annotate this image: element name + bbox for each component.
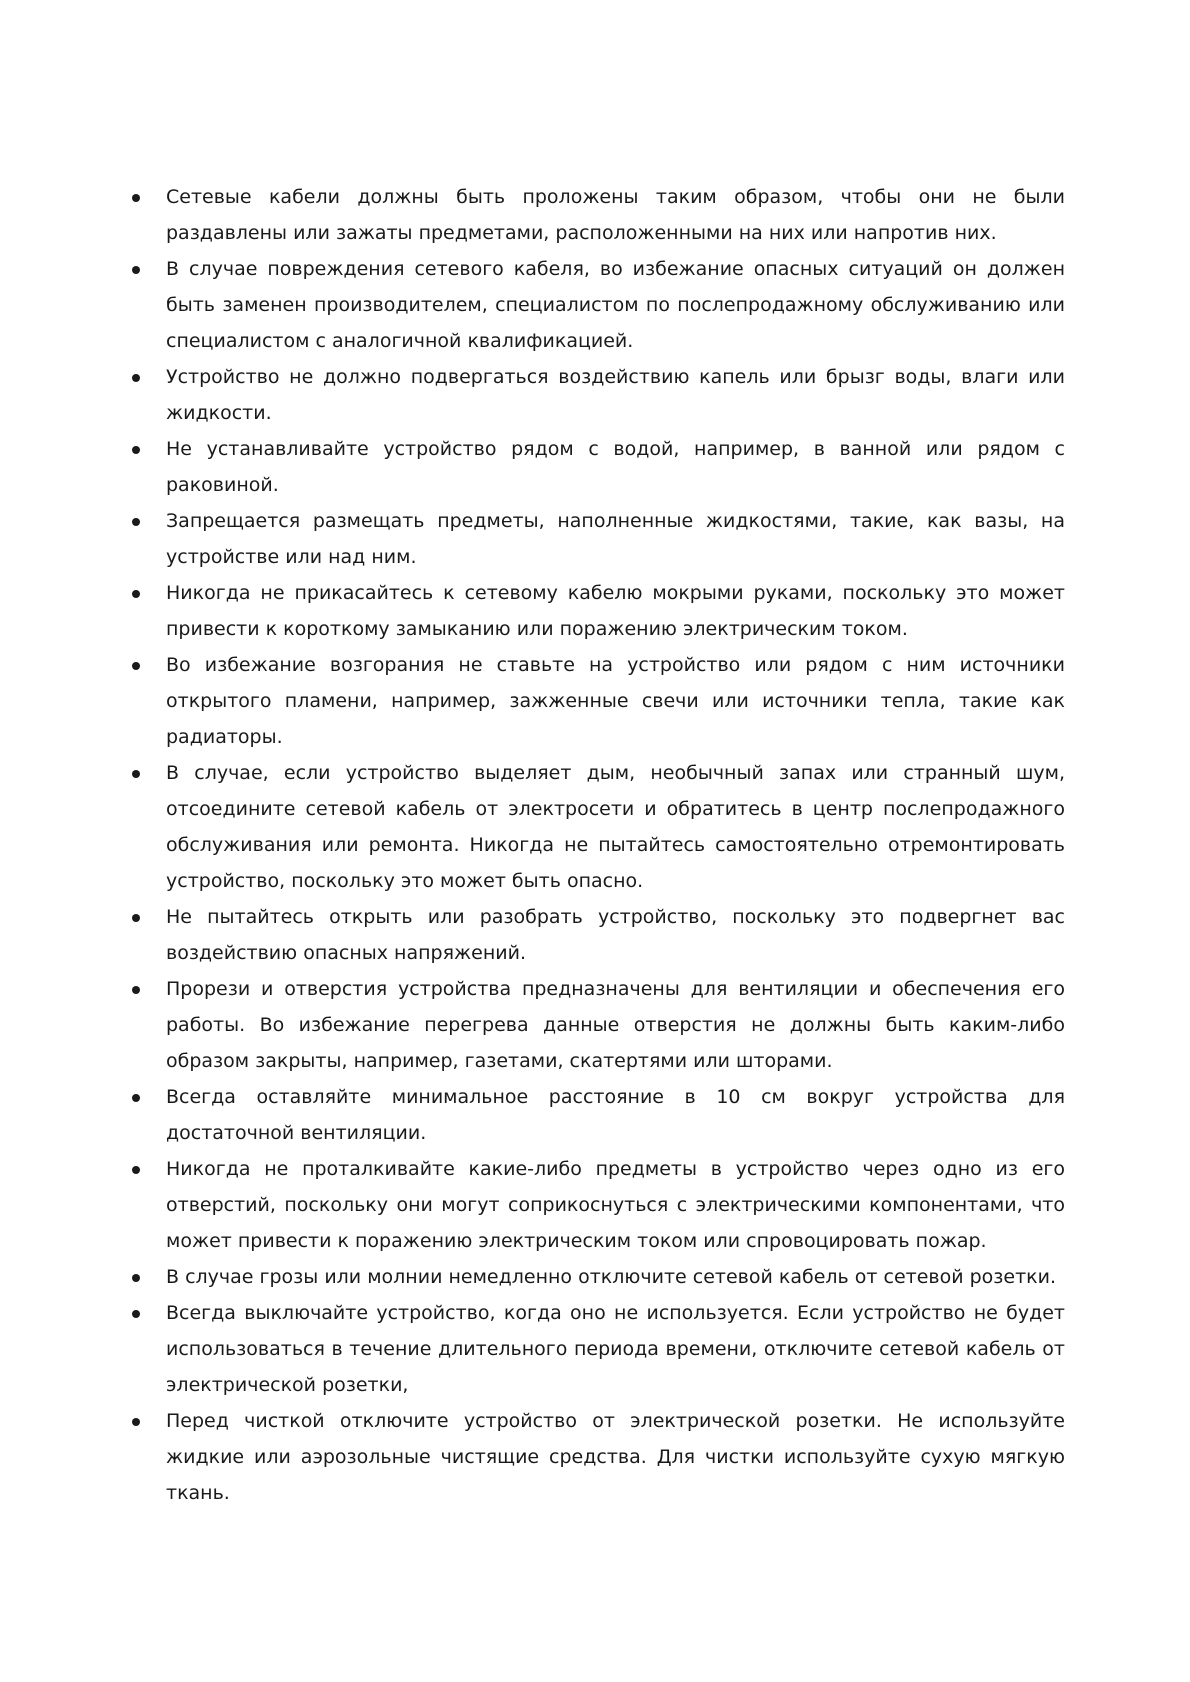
bullet-icon bbox=[132, 266, 140, 274]
bullet-icon bbox=[132, 446, 140, 454]
list-item-text: Во избежание возгорания не ставьте на устройство или рядом с ним источники открытого пламени, например, зажженные свечи или источники тепла, такие как радиаторы. bbox=[166, 654, 1065, 748]
list-item-text: Запрещается размещать предметы, наполненные жидкостями, такие, как вазы, на устройстве или над ним. bbox=[166, 510, 1065, 568]
list-item bbox=[130, 755, 1065, 899]
list-item bbox=[130, 359, 1065, 431]
bullet-icon bbox=[132, 1310, 140, 1318]
bullet-icon bbox=[132, 518, 140, 526]
list-item-text: В случае, если устройство выделяет дым, необычный запах или странный шум, отсоедините сетевой кабель от электросети и обратитесь в центр послепродажного обслуживания или ремонта. Никогда не пытайтесь самостоятельно отремонтировать устройство, поскольку это может быть опасно. bbox=[166, 762, 1065, 892]
list-item-text: Всегда оставляйте минимальное расстояние в 10 см вокруг устройства для достаточной вентиляции. bbox=[166, 1086, 1065, 1144]
list-item bbox=[130, 971, 1065, 1079]
bullet-icon bbox=[132, 590, 140, 598]
list-item bbox=[130, 1259, 1065, 1295]
list-item-text: Не устанавливайте устройство рядом с водой, например, в ванной или рядом с раковиной. bbox=[166, 438, 1065, 496]
list-item bbox=[130, 1079, 1065, 1151]
bullet-icon bbox=[132, 914, 140, 922]
bullet-icon bbox=[132, 374, 140, 382]
safety-instructions-list bbox=[130, 179, 1065, 1511]
list-item bbox=[130, 899, 1065, 971]
list-item-text: Не пытайтесь открыть или разобрать устройство, поскольку это подвергнет вас воздействию опасных напряжений. bbox=[166, 906, 1065, 964]
bullet-icon bbox=[132, 662, 140, 670]
list-item bbox=[130, 575, 1065, 647]
list-item-text: Сетевые кабели должны быть проложены таким образом, чтобы они не были раздавлены или зажаты предметами, расположенными на них или напротив них. bbox=[166, 186, 1065, 244]
list-item bbox=[130, 647, 1065, 755]
list-item-text: Перед чисткой отключите устройство от электрической розетки. Не используйте жидкие или аэрозольные чистящие средства. Для чистки используйте сухую мягкую ткань. bbox=[166, 1410, 1065, 1504]
list-item bbox=[130, 179, 1065, 251]
list-item-text: Никогда не проталкивайте какие-либо предметы в устройство через одно из его отверстий, поскольку они могут соприкоснуться с электрическими компонентами, что может привести к поражению электрическим током или спровоцировать пожар. bbox=[166, 1158, 1065, 1252]
bullet-icon bbox=[132, 1418, 140, 1426]
list-item-text: В случае грозы или молнии немедленно отключите сетевой кабель от сетевой розетки. bbox=[166, 1266, 1057, 1288]
list-item bbox=[130, 503, 1065, 575]
list-item bbox=[130, 1403, 1065, 1511]
bullet-icon bbox=[132, 194, 140, 202]
bullet-icon bbox=[132, 1094, 140, 1102]
list-item bbox=[130, 431, 1065, 503]
list-item bbox=[130, 1151, 1065, 1259]
bullet-icon bbox=[132, 770, 140, 778]
list-item bbox=[130, 1295, 1065, 1403]
bullet-icon bbox=[132, 1274, 140, 1282]
bullet-icon bbox=[132, 986, 140, 994]
list-item-text: Устройство не должно подвергаться воздействию капель или брызг воды, влаги или жидкости. bbox=[166, 366, 1065, 424]
list-item-text: Прорези и отверстия устройства предназначены для вентиляции и обеспечения его работы. Во избежание перегрева данные отверстия не должны быть каким-либо образом закрыты, например, газетами, скатертями или шторами. bbox=[166, 978, 1065, 1072]
list-item-text: Всегда выключайте устройство, когда оно не используется. Если устройство не будет использоваться в течение длительного периода времени, отключите сетевой кабель от электрической розетки, bbox=[166, 1302, 1065, 1396]
list-item-text: Никогда не прикасайтесь к сетевому кабелю мокрыми руками, поскольку это может привести к короткому замыканию или поражению электрическим током. bbox=[166, 582, 1065, 640]
bullet-icon bbox=[132, 1166, 140, 1174]
list-item-text: В случае повреждения сетевого кабеля, во избежание опасных ситуаций он должен быть заменен производителем, специалистом по послепродажному обслуживанию или специалистом с аналогичной квалификацией. bbox=[166, 258, 1065, 352]
list-item bbox=[130, 251, 1065, 359]
